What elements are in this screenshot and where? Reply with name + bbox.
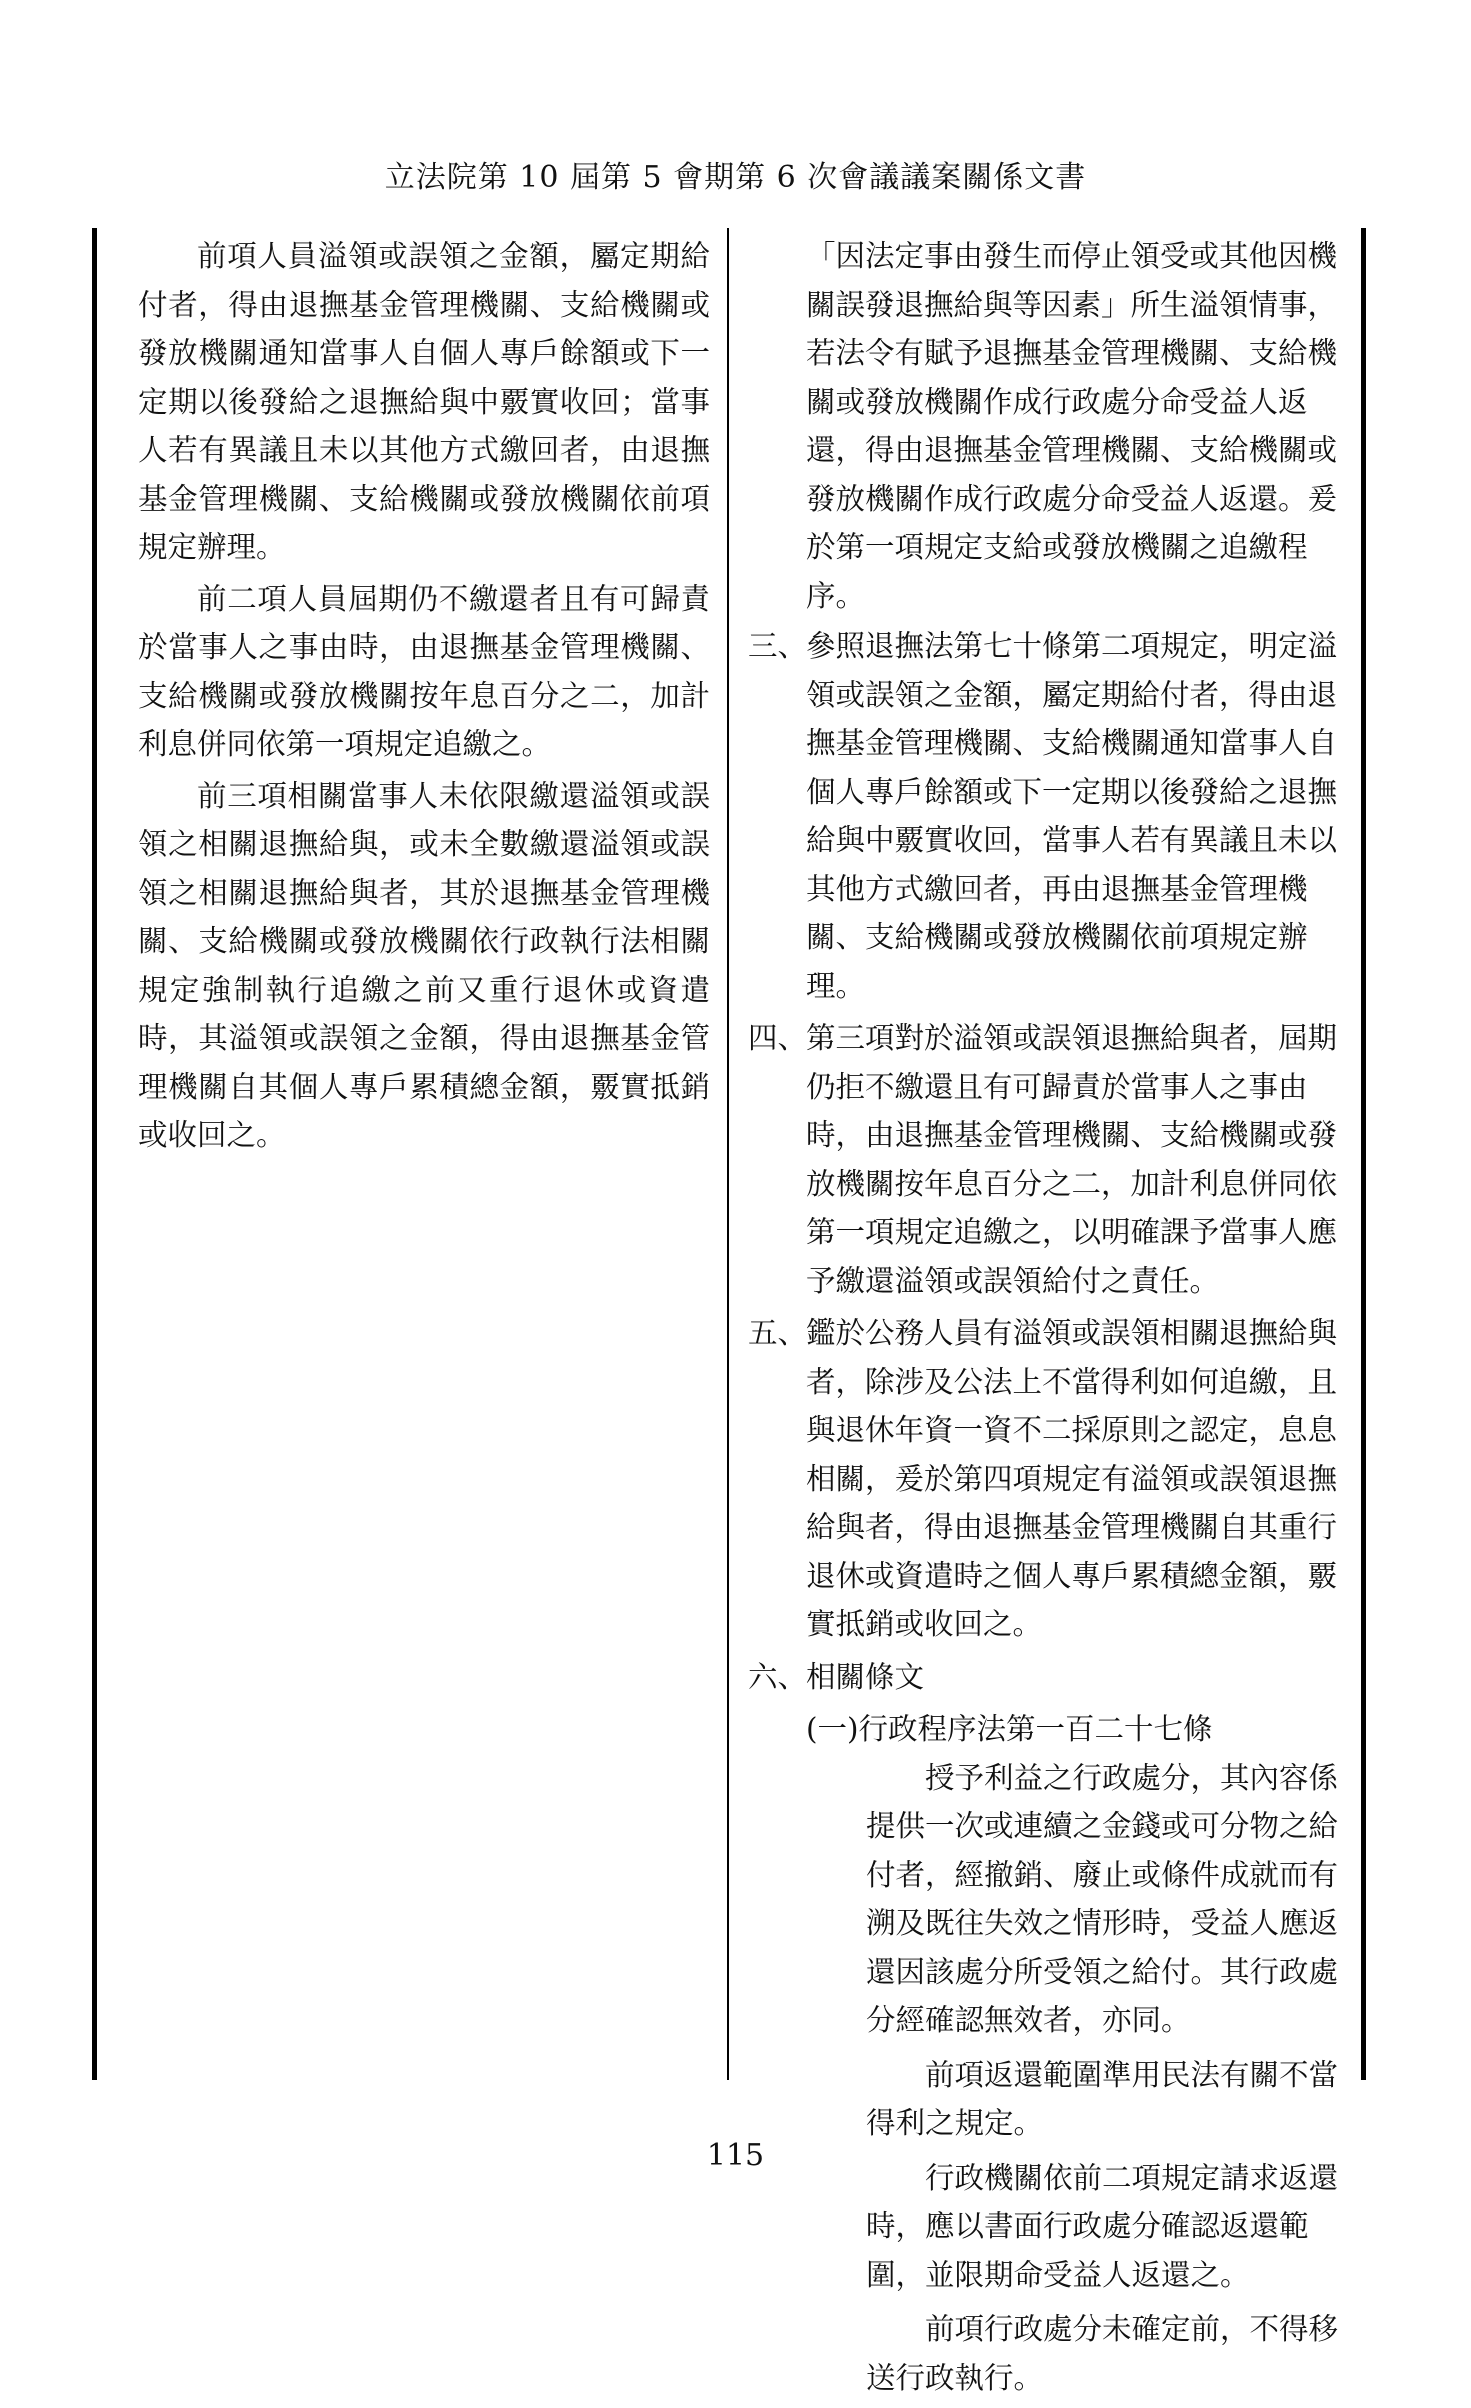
item-number: 四、: [748, 1021, 808, 1055]
item-number: 五、: [748, 1316, 808, 1350]
quoted-law-paragraph: 前項行政處分未確定前，不得移送行政執行。: [866, 2312, 1339, 2395]
quoted-law-paragraph: 前項返還範圍準用民法有關不當得利之規定。: [866, 2057, 1339, 2140]
explanation-item: [748, 1014, 1346, 1305]
sub-item-title: 行政程序法第一百二十七條: [858, 1712, 1213, 1746]
explanation-item: [748, 1309, 1346, 1649]
explanation-continuation: 「因法定事由發生而停止領受或其他因機關誤發退撫給與等因素」所生溢領情事，若法令有賦予退撫基金管理機關、支給機關或發放機關作成行政處分命受益人返還，得由退撫基金管理機關、支給機關或發放機關作成行政處分命受益人返還。爰於第一項規定支給或發放機關之追繳程序。: [806, 239, 1338, 613]
right-border-line: [1361, 228, 1366, 2080]
left-border-line: [92, 228, 97, 2080]
page-number: 115: [706, 2138, 765, 2173]
explanation-item: [748, 622, 1346, 1010]
article-paragraph: 前項人員溢領或誤領之金額，屬定期給付者，得由退撫基金管理機關、支給機關或發放機關通知當事人自個人專戶餘額或下一定期以後發給之退撫給與中覈實收回；當事人若有異議且未以其他方式繳回者，由退撫基金管理機關、支給機關或發放機關依前項規定辦理。: [138, 239, 710, 564]
column-divider-line: [727, 228, 729, 2080]
article-paragraph: 前二項人員屆期仍不繳還者且有可歸責於當事人之事由時，由退撫基金管理機關、支給機關或發放機關按年息百分之二，加計利息併同依第一項規定追繳之。: [138, 581, 710, 761]
explanation-item: [748, 1653, 1346, 1702]
sub-item-number: (一): [806, 1712, 859, 1746]
item-text: 相關條文: [806, 1659, 925, 1694]
quoted-law-paragraph: 授予利益之行政處分，其內容係提供一次或連續之金錢或可分物之給付者，經撤銷、廢止或條件成就而有溯及既往失效之情形時，受益人應返還因該處分所受領之給付。其行政處分經確認無效者，亦同。: [866, 1760, 1339, 2037]
item-number: 六、: [748, 1659, 808, 1694]
document-header: 立法院第 10 屆第 5 會期第 6 次會議議案關係文書: [384, 160, 1087, 195]
item-number: 三、: [748, 629, 808, 663]
item-text: 鑑於公務人員有溢領或誤領相關退撫給與者，除涉及公法上不當得利如何追繳，且與退休年資一資不二採原則之認定，息息相關，爰於第四項規定有溢領或誤領退撫給與者，得由退撫基金管理機關自其重行退休或資遣時之個人專戶累積總金額，覈實抵銷或收回之。: [806, 1316, 1338, 1641]
sub-item-heading: [748, 1705, 1346, 1754]
right-column: [748, 232, 1346, 2408]
item-text: 參照退撫法第七十條第二項規定，明定溢領或誤領之金額，屬定期給付者，得由退撫基金管理機關、支給機關通知當事人自個人專戶餘額或下一定期以後發給之退撫給與中覈實收回，當事人若有異議且未以其他方式繳回者，再由退撫基金管理機關、支給機關或發放機關依前項規定辦理。: [806, 629, 1338, 1003]
article-paragraph: 前三項相關當事人未依限繳還溢領或誤領之相關退撫給與，或未全數繳還溢領或誤領之相關退撫給與者，其於退撫基金管理機關、支給機關或發放機關依行政執行法相關規定強制執行追繳之前又重行退休或資遣時，其溢領或誤領之金額，得由退撫基金管理機關自其個人專戶累積總金額，覈實抵銷或收回之。: [138, 778, 710, 1152]
left-column: [138, 232, 710, 1163]
item-text: 第三項對於溢領或誤領退撫給與者，屆期仍拒不繳還且有可歸責於當事人之事由時，由退撫基金管理機關、支給機關或發放機關按年息百分之二，加計利息併同依第一項規定追繳之，以明確課予當事人應予繳還溢領或誤領給付之責任。: [806, 1021, 1338, 1298]
quoted-law-paragraph: 行政機關依前二項規定請求返還時，應以書面行政處分確認返還範圍，並限期命受益人返還之。: [866, 2160, 1339, 2292]
